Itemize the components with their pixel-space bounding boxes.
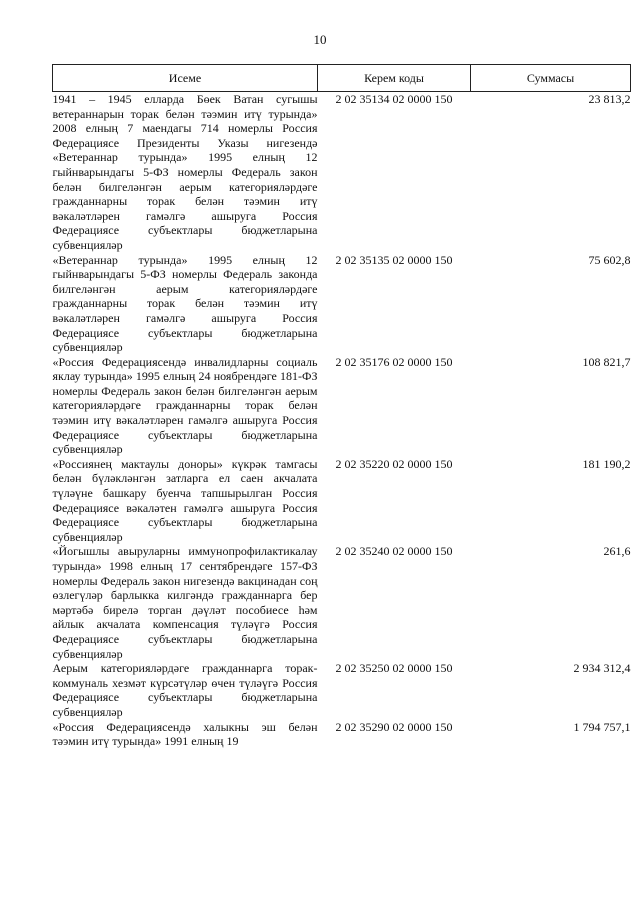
row-name: «Ветераннар турында» 1995 елның 12 гыйнварындагы 5-ФЗ номерлы Федераль законда билгеләнгән аерым категорияләрдәге гражданнарны торак белән тәэмин итү вәкаләтләрен гамәлгә ашыруга Россия Федерациясе субъектлары бюджетларына субвенцияләр: [52, 252, 318, 355]
row-amount: 261,6: [603, 544, 631, 559]
header-code: Керем коды: [318, 65, 471, 92]
header-amount: Суммасы: [471, 65, 631, 92]
row-amount: 108 821,7: [582, 354, 631, 369]
row-name: 1941 – 1945 елларда Бөек Ватан сугышы ветераннарын торак белән тәэмин итү турында» 2008 елның 7 маендагы 714 номерлы Россия Федерациясе Президенты Указы нигезендә «Ветераннар турында» 1995 елның 12 гыйнварындагы 5-ФЗ номерлы Федераль закон белән билгеләнгән аерым категорияләрдәге гражданнарны торак белән тәэмин итү вәкаләтләрен гамәлгә ашыруга Россия Федерациясе субъектлары бюджетларына субвенцияләр: [52, 92, 318, 252]
row-amount: 23 813,2: [588, 92, 631, 106]
table-row: [53, 661, 631, 719]
row-name: «Россия Федерациясендә халыкны эш белән тәэмин итү турында» 1991 елның 19: [52, 719, 318, 749]
row-code: 2 02 35240 02 0000 150: [335, 544, 453, 559]
row-amount: 75 602,8: [588, 252, 631, 267]
table-row: [53, 457, 631, 545]
row-name: «Россиянең мактаулы доноры» күкрәк тамгасы белән бүләкләнгән затларга ел саен акчалата түләүне башкару буенча тапшырылган Россия Федерациясе вәкаләтен гамәлгә ашыруга Россия Федерациясе субъектлары бюджетларына субвенцияләр: [52, 456, 318, 544]
table-header-row: [53, 65, 631, 92]
row-name: «Россия Федерациясендә инвалидларны социаль яклау турында» 1995 елның 24 ноябрендәге 181-ФЗ номерлы Федераль закон белән билгеләнгән аерым категорияләрдәге гражданнарны торак белән тәэмин итү вәкаләтләрен гамәлгә ашыруга Россия Федерациясе субъектлары бюджетларына субвенцияләр: [52, 354, 318, 457]
row-amount: 1 794 757,1: [573, 719, 631, 734]
table-row: [53, 253, 631, 355]
table-row: [53, 355, 631, 457]
row-amount: 2 934 312,4: [573, 661, 631, 676]
table-row: [53, 92, 631, 253]
row-name: Аерым категорияләрдәге гражданнарга торак-коммуналь хезмәт күрсәтүләр өчен түләүгә Россия Федерациясе субъектлары бюджетларына субвенцияләр: [52, 661, 318, 719]
row-code: 2 02 35135 02 0000 150: [335, 252, 453, 267]
page-number: 10: [313, 32, 327, 47]
row-code: 2 02 35220 02 0000 150: [335, 456, 453, 471]
table-row: [53, 544, 631, 661]
row-amount: 181 190,2: [582, 456, 631, 471]
row-code: 2 02 35176 02 0000 150: [335, 354, 453, 369]
budget-table: [52, 64, 631, 749]
row-name: «Йогышлы авыруларны иммунопрофилактикалау турында» 1998 елның 17 сентябрендәге 157-ФЗ номерлы Федераль закон нигезендә вакцинадан соң өзлегүләр барлыкка килгәндә гражданнарга бер мәртәбә бирелә торган дәүләт пособиесе һәм айлык акчалата компенсация түләүгә Россия Федерациясе субъектлары бюджетларына субвенцияләр: [52, 544, 318, 661]
row-code: 2 02 35134 02 0000 150: [335, 92, 453, 106]
table-row: [53, 720, 631, 749]
header-name: Исеме: [53, 65, 318, 92]
row-code: 2 02 35250 02 0000 150: [335, 661, 453, 676]
row-code: 2 02 35290 02 0000 150: [335, 719, 453, 734]
